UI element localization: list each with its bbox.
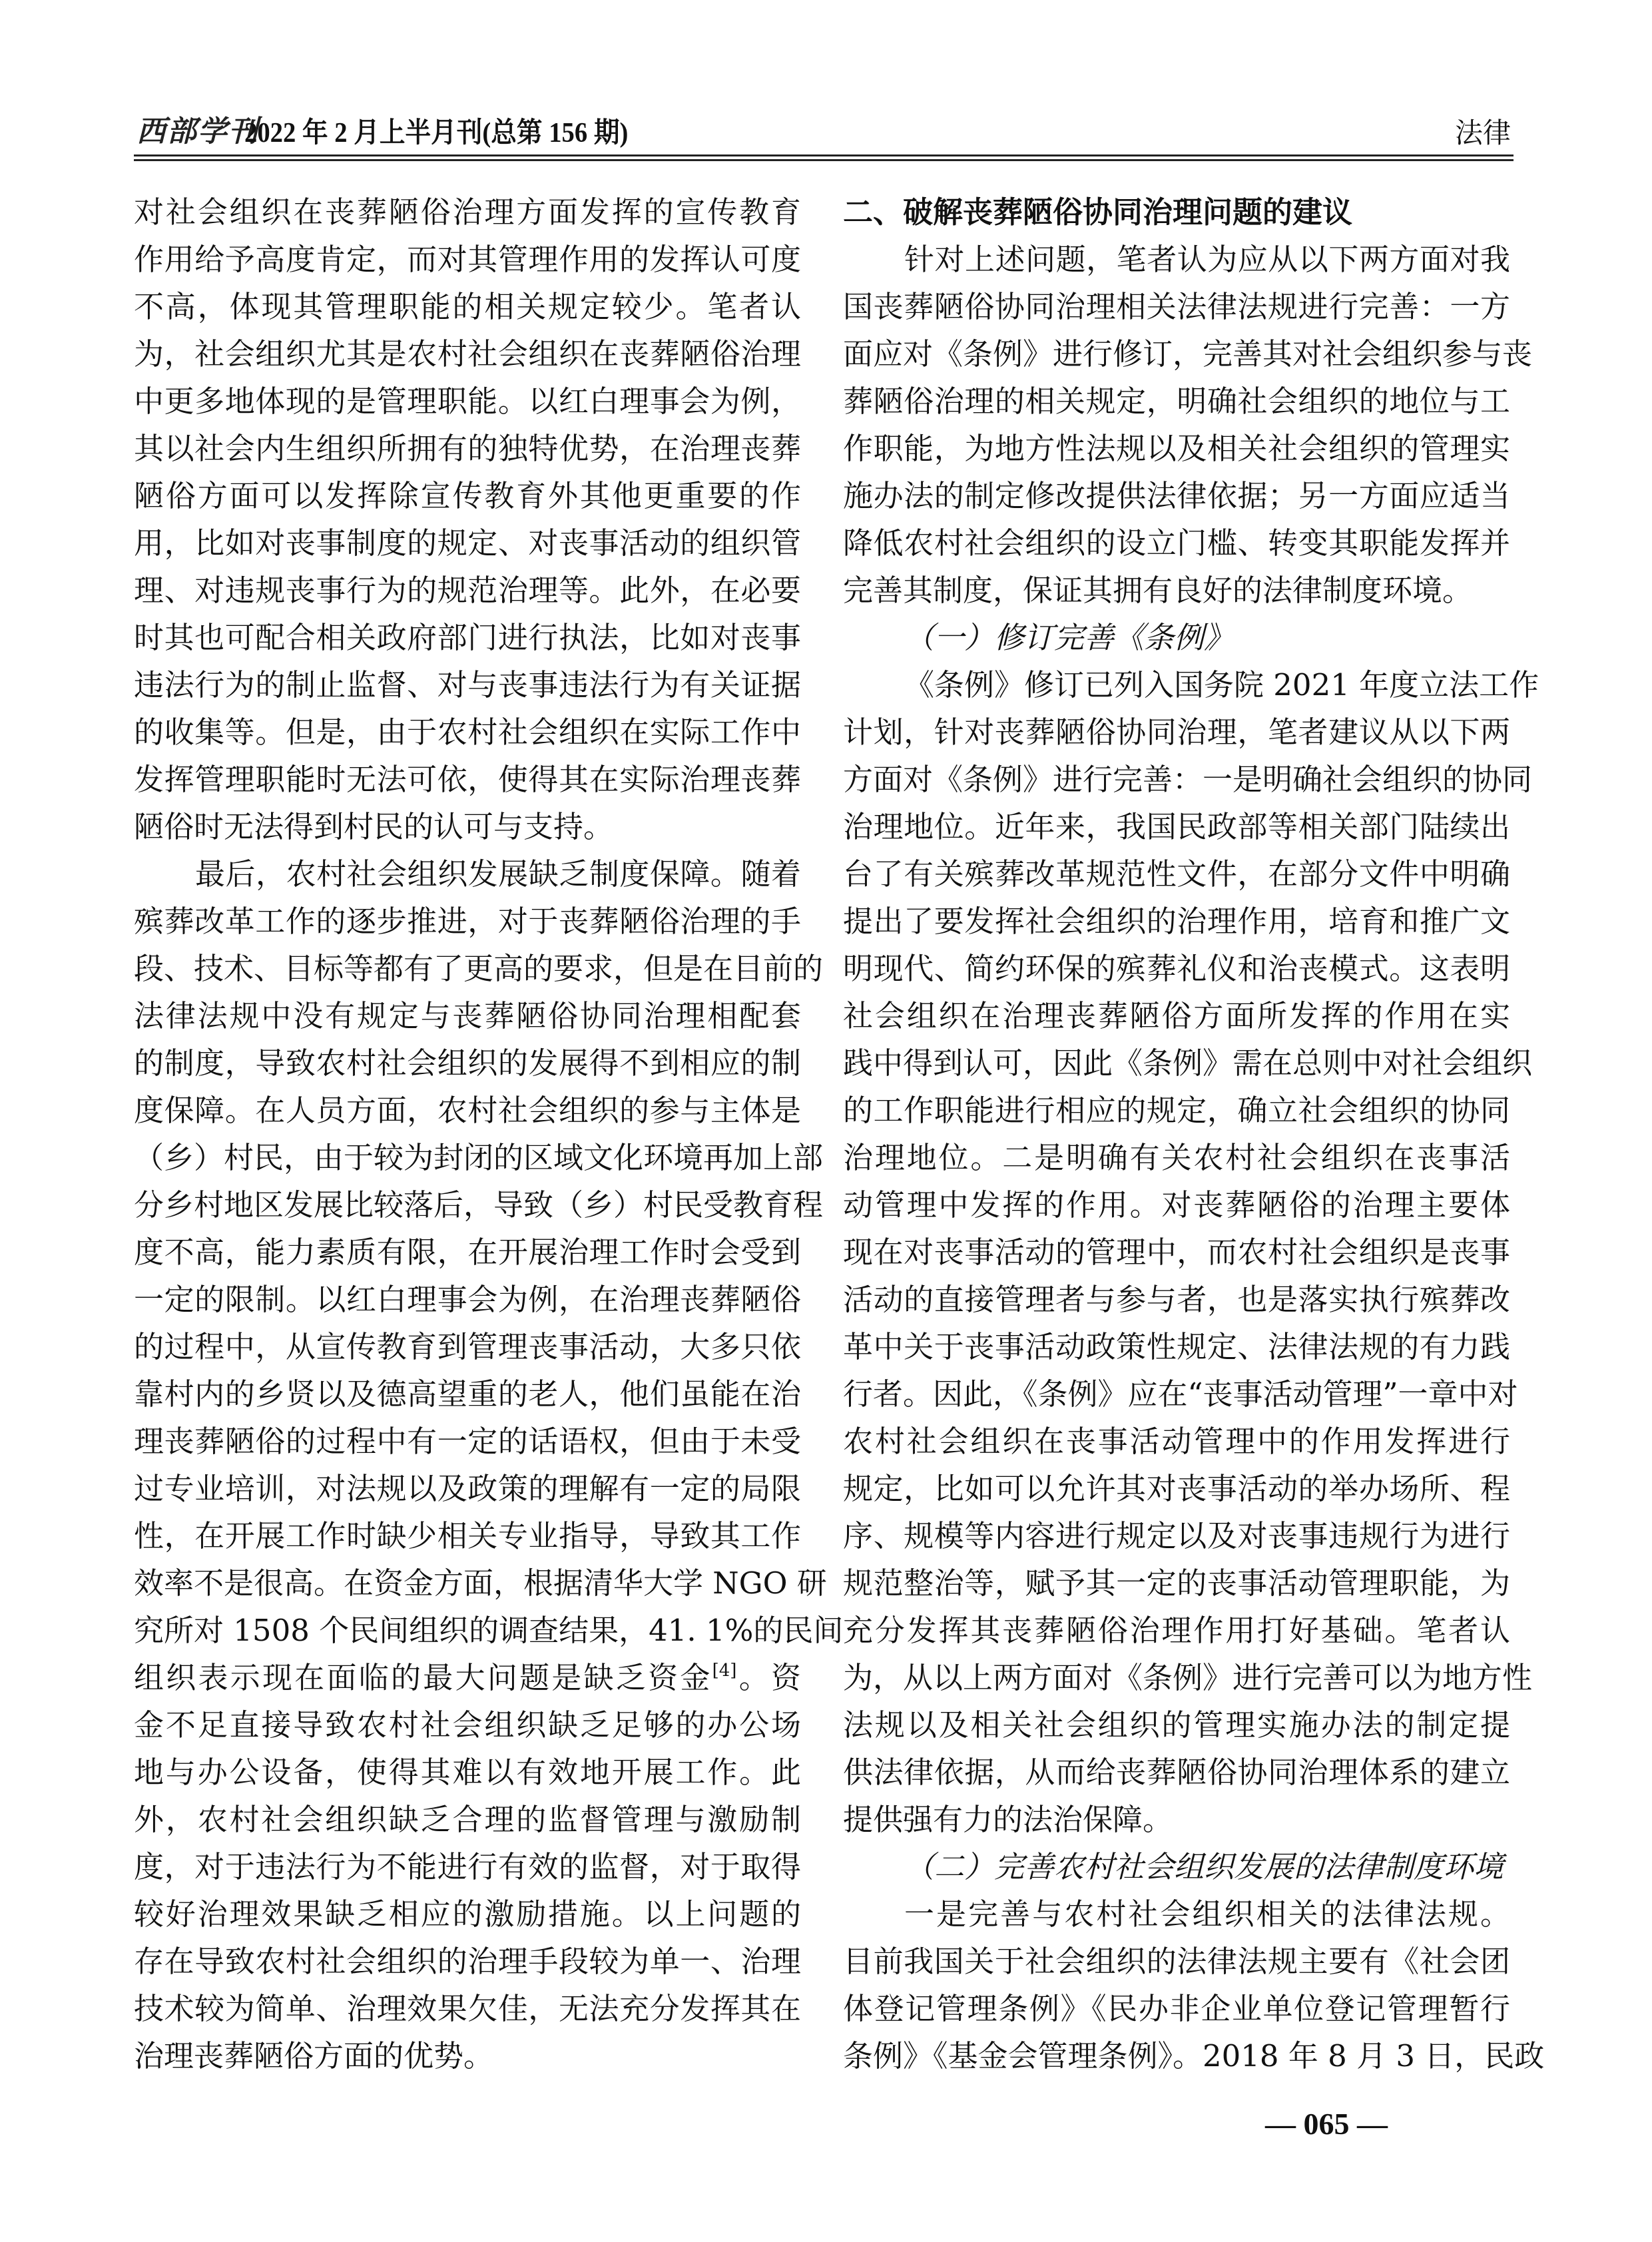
body-text-line: 条例》《基金会管理条例》。2018 年 8 月 3 日，民政 [843, 2038, 1545, 2074]
body-text-line: 殡葬改革工作的逐步推进，对于丧葬陋俗治理的手 [134, 904, 801, 939]
body-text-line: 金不足直接导致农村社会组织缺乏足够的办公场 [134, 1707, 801, 1743]
body-text-line: 度保障。在人员方面，农村社会组织的参与主体是 [134, 1093, 801, 1128]
body-text-line: 过专业培训，对法规以及政策的理解有一定的局限 [134, 1471, 801, 1506]
section-heading: 二、破解丧葬陋俗协同治理问题的建议 [843, 194, 1353, 230]
body-text-line: 治理地位。二是明确有关农村社会组织在丧事活 [843, 1140, 1510, 1175]
body-text-line: 时其也可配合相关政府部门进行执法，比如对丧事 [134, 620, 801, 655]
body-text-line: 度不高，能力素质有限，在开展治理工作时会受到 [134, 1235, 801, 1270]
body-text-line: 发挥管理职能时无法可依，使得其在实际治理丧葬 [134, 762, 801, 797]
journal-logo: 西部学刊 [137, 115, 259, 148]
body-text-line: 最后，农村社会组织发展缺乏制度保障。随着 [195, 856, 801, 892]
body-text-line: 降低农村社会组织的设立门槛、转变其职能发挥并 [843, 525, 1510, 561]
body-text-line: 现在对丧事活动的管理中，而农村社会组织是丧事 [843, 1235, 1510, 1270]
section-label: 法律 [1454, 117, 1511, 149]
body-text-line: 提供强有力的法治保障。 [843, 1802, 1173, 1837]
body-text-line: 外，农村社会组织缺乏合理的监督管理与激励制 [134, 1802, 801, 1837]
page-number: — 065 — [1265, 2107, 1388, 2141]
body-text-line: 一定的限制。以红白理事会为例，在治理丧葬陋俗 [134, 1282, 801, 1317]
body-text-line: 治理地位。近年来，我国民政部等相关部门陆续出 [843, 809, 1510, 844]
body-text-line: 国丧葬陋俗协同治理相关法律法规进行完善：一方 [843, 289, 1510, 324]
body-text-line: 的过程中，从宣传教育到管理丧事活动，大多只依 [134, 1329, 801, 1364]
body-text-line: 存在导致农村社会组织的治理手段较为单一、治理 [134, 1944, 801, 1979]
body-text-line: 的收集等。但是，由于农村社会组织在实际工作中 [134, 714, 801, 750]
body-text-line: 分乡村地区发展比较落后，导致（乡）村民受教育程 [134, 1187, 824, 1223]
body-text-line: 农村社会组织在丧事活动管理中的作用发挥进行 [843, 1424, 1510, 1459]
body-text-line: 面应对《条例》进行修订，完善其对社会组织参与丧 [843, 336, 1533, 372]
body-text-line: 度，对于违法行为不能进行有效的监督，对于取得 [134, 1849, 801, 1884]
body-text-line: （乡）村民，由于较为封闭的区域文化环境再加上部 [134, 1140, 824, 1175]
citation-reference: [4] [712, 1661, 737, 1681]
body-text-line: 为，从以上两方面对《条例》进行完善可以为地方性 [843, 1660, 1533, 1695]
text-segment: 组织表示现在面临的最大问题是缺乏资金 [134, 1660, 712, 1695]
body-text-line: 技术较为简单、治理效果欠佳，无法充分发挥其在 [134, 1991, 801, 2026]
body-text-line: 究所对 1508 个民间组织的调查结果，41. 1%的民间 [134, 1613, 844, 1648]
body-text-line: 靠村内的乡贤以及德高望重的老人，他们虽能在治 [134, 1376, 801, 1412]
body-text-line: 供法律依据，从而给丧葬陋俗协同治理体系的建立 [843, 1755, 1510, 1790]
body-text-line: 对社会组织在丧葬陋俗治理方面发挥的宣传教育 [134, 194, 801, 230]
body-text-line: 的制度，导致农村社会组织的发展得不到相应的制 [134, 1045, 801, 1081]
body-text-line: 作用给予高度肯定，而对其管理作用的发挥认可度 [134, 242, 801, 277]
subsection-heading: （一）修订完善《条例》 [904, 620, 1235, 655]
left-column [134, 188, 844, 2080]
body-text-line: 性，在开展工作时缺少相关专业指导，导致其工作 [134, 1518, 801, 1553]
body-text-line: 地与办公设备，使得其难以有效地开展工作。此 [134, 1755, 801, 1790]
body-text-line: 动管理中发挥的作用。对丧葬陋俗的治理主要体 [843, 1187, 1510, 1223]
body-text-line: 方面对《条例》进行完善：一是明确社会组织的协同 [843, 762, 1533, 797]
body-text-line: 效率不是很高。在资金方面，根据清华大学 NGO 研 [134, 1565, 827, 1601]
body-text-line: 充分发挥其丧葬陋俗治理作用打好基础。笔者认 [843, 1613, 1510, 1648]
header-rule-bottom [134, 159, 1514, 161]
body-text-line: 用，比如对丧事制度的规定、对丧事活动的组织管 [134, 525, 801, 561]
body-text-line: 一是完善与农村社会组织相关的法律法规。 [904, 1896, 1510, 1932]
body-text-line: 作职能，为地方性法规以及相关社会组织的管理实 [843, 431, 1510, 466]
body-text-line: 其以社会内生组织所拥有的独特优势，在治理丧葬 [134, 431, 801, 466]
body-text-line: 的工作职能进行相应的规定，确立社会组织的协同 [843, 1093, 1510, 1128]
body-text-line [134, 1654, 801, 1701]
body-text-line: 为，社会组织尤其是农村社会组织在丧葬陋俗治理 [134, 336, 801, 372]
body-text-line: 活动的直接管理者与参与者，也是落实执行殡葬改 [843, 1282, 1510, 1317]
body-text-line: 计划，针对丧葬陋俗协同治理，笔者建议从以下两 [843, 714, 1510, 750]
body-text-line: 提出了要发挥社会组织的治理作用，培育和推广文 [843, 904, 1510, 939]
issue-info: 2022 年 2 月上半月刊(总第 156 期) [244, 118, 629, 148]
body-text-line: 行者。因此，《条例》应在“丧事活动管理”一章中对 [843, 1376, 1518, 1412]
body-text-line: 治理丧葬陋俗方面的优势。 [134, 2038, 494, 2074]
body-text-line: 中更多地体现的是管理职能。以红白理事会为例， [134, 384, 801, 419]
body-text-line: 体登记管理条例》《民办非企业单位登记管理暂行 [843, 1991, 1510, 2026]
body-text-line: 目前我国关于社会组织的法律法规主要有《社会团 [843, 1944, 1510, 1979]
body-text-line: 葬陋俗治理的相关规定，明确社会组织的地位与工 [843, 384, 1510, 419]
body-text-line: 台了有关殡葬改革规范性文件，在部分文件中明确 [843, 856, 1510, 892]
running-header [134, 113, 1514, 150]
body-text-line: 序、规模等内容进行规定以及对丧事违规行为进行 [843, 1518, 1510, 1553]
body-text-line: 不高，体现其管理职能的相关规定较少。笔者认 [134, 289, 801, 324]
text-segment: 。资 [736, 1660, 801, 1695]
body-text-line: 较好治理效果缺乏相应的激励措施。以上问题的 [134, 1896, 801, 1932]
header-rule-top [134, 154, 1514, 156]
body-text-line: 社会组织在治理丧葬陋俗方面所发挥的作用在实 [843, 998, 1510, 1033]
body-text-line: 革中关于丧事活动政策性规定、法律法规的有力践 [843, 1329, 1510, 1364]
body-text-line: 违法行为的制止监督、对与丧事违法行为有关证据 [134, 667, 801, 702]
body-text-line: 法律法规中没有规定与丧葬陋俗协同治理相配套 [134, 998, 801, 1033]
body-text-line: 针对上述问题，笔者认为应从以下两方面对我 [904, 242, 1510, 277]
right-column [843, 188, 1545, 2080]
body-text-line: 法规以及相关社会组织的管理实施办法的制定提 [843, 1707, 1510, 1743]
body-text-line: 完善其制度，保证其拥有良好的法律制度环境。 [843, 573, 1473, 608]
body-text-line: 理丧葬陋俗的过程中有一定的话语权，但由于未受 [134, 1424, 801, 1459]
body-text-line: 明现代、简约环保的殡葬礼仪和治丧模式。这表明 [843, 951, 1510, 986]
body-text-line: 施办法的制定修改提供法律依据；另一方面应适当 [843, 478, 1510, 513]
body-text-line: 践中得到认可，因此《条例》需在总则中对社会组织 [843, 1045, 1533, 1081]
body-text-line: 《条例》修订已列入国务院 2021 年度立法工作 [904, 667, 1539, 702]
body-text-line: 陋俗时无法得到村民的认可与支持。 [134, 809, 614, 844]
body-text-line: 规范整治等，赋予其一定的丧事活动管理职能，为 [843, 1565, 1510, 1601]
body-text-line: 陋俗方面可以发挥除宣传教育外其他更重要的作 [134, 478, 801, 513]
subsection-heading: （二）完善农村社会组织发展的法律制度环境 [904, 1849, 1504, 1884]
body-text-line: 理、对违规丧事行为的规范治理等。此外，在必要 [134, 573, 801, 608]
body-text-line: 规定，比如可以允许其对丧事活动的举办场所、程 [843, 1471, 1510, 1506]
body-text-line: 段、技术、目标等都有了更高的要求，但是在目前的 [134, 951, 824, 986]
